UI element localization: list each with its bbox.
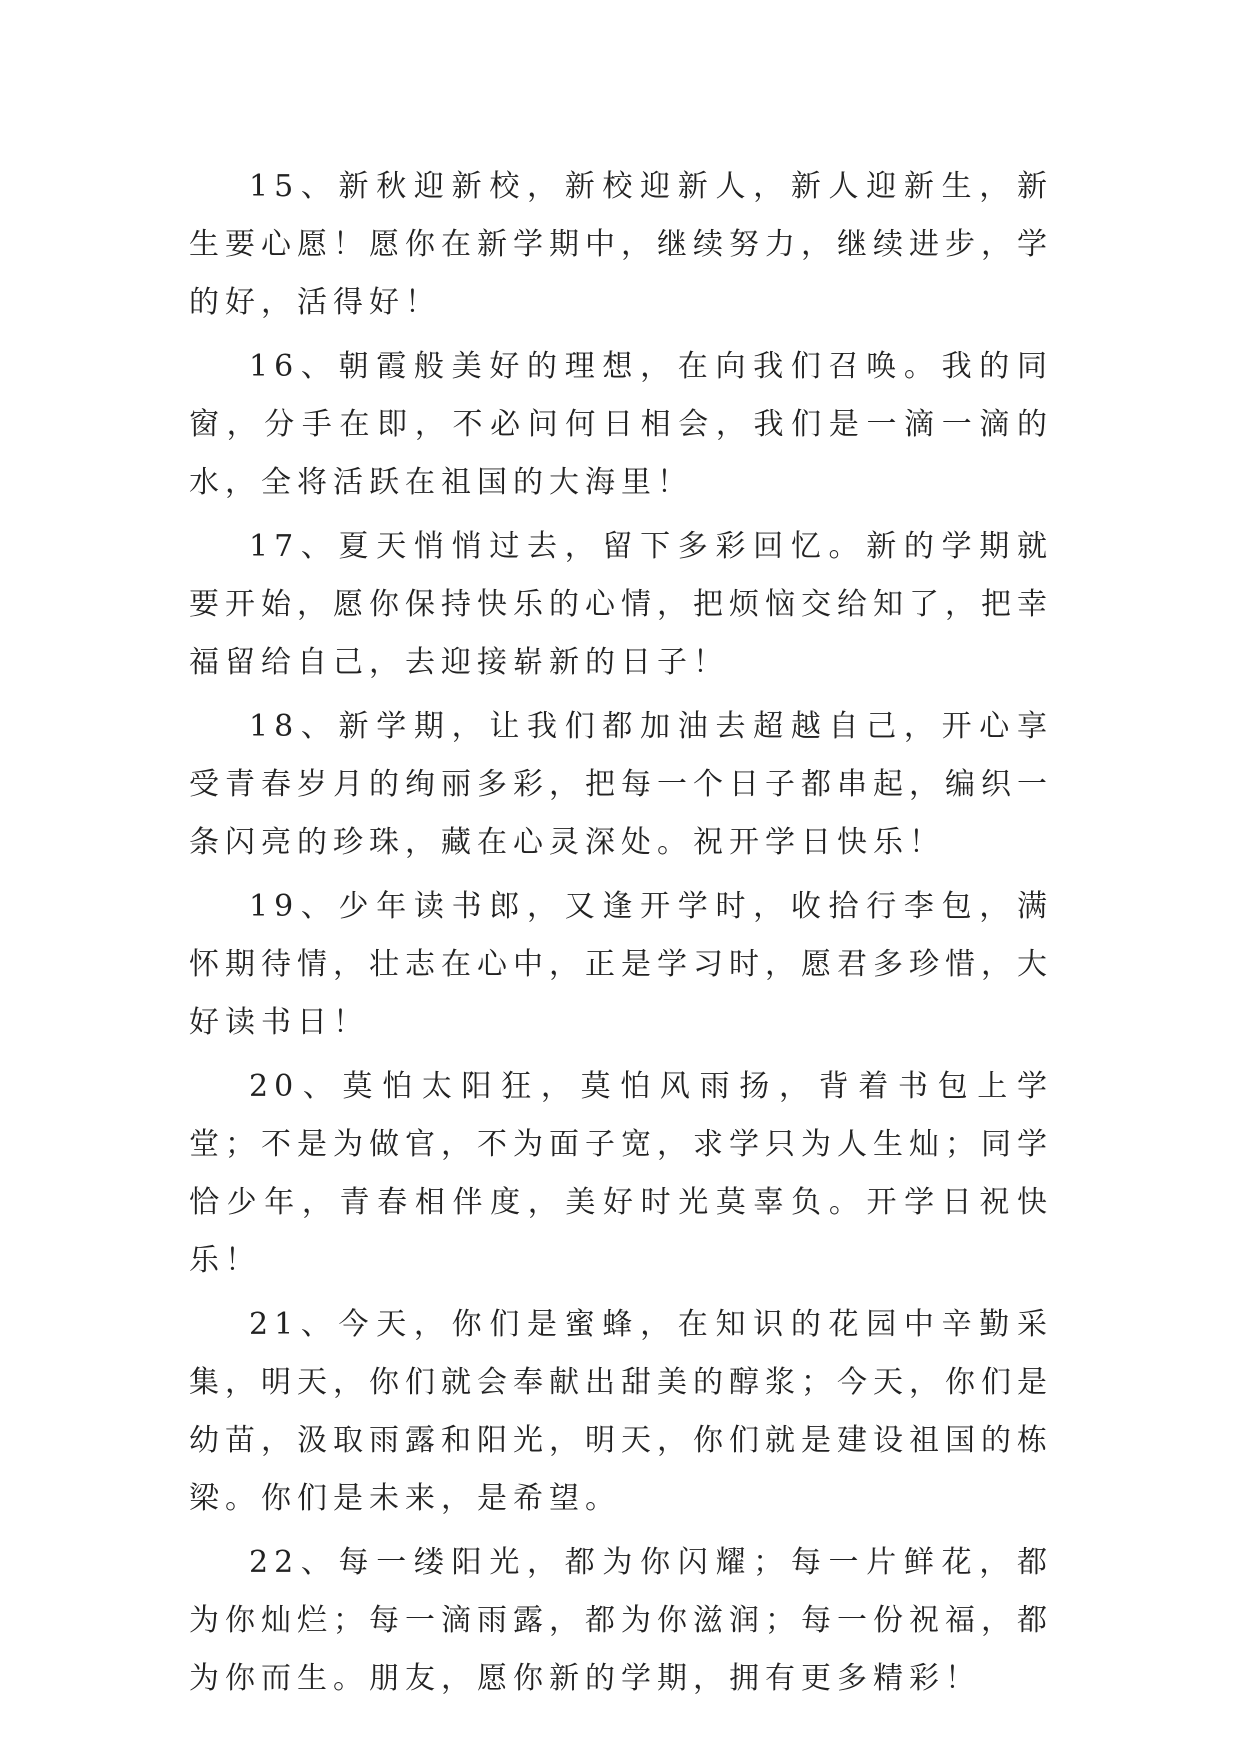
paragraph-20: 20、莫怕太阳狂，莫怕风雨扬，背着书包上学堂；不是为做官，不为面子宽，求学只为人生灿；同学恰少年，青春相伴度，美好时光莫辜负。开学日祝快乐！	[189, 1069, 1053, 1278]
paragraph-16: 16、朝霞般美好的理想，在向我们召唤。我的同窗，分手在即，不必问何日相会，我们是一滴一滴的水，全将活跃在祖国的大海里！	[189, 349, 1053, 500]
paragraph-15: 15、新秋迎新校，新校迎新人，新人迎新生，新生要心愿！愿你在新学期中，继续努力，继续进步，学的好，活得好！	[189, 169, 1053, 320]
paragraph-17: 17、夏天悄悄过去，留下多彩回忆。新的学期就要开始，愿你保持快乐的心情，把烦恼交给知了，把幸福留给自己，去迎接崭新的日子！	[189, 529, 1053, 680]
paragraph-18: 18、新学期，让我们都加油去超越自己，开心享受青春岁月的绚丽多彩，把每一个日子都串起，编织一条闪亮的珍珠，藏在心灵深处。祝开学日快乐！	[189, 709, 1053, 860]
paragraph-19: 19、少年读书郎，又逢开学时，收拾行李包，满怀期待情，壮志在心中，正是学习时，愿君多珍惜，大好读书日！	[189, 889, 1053, 1040]
paragraph-22: 22、每一缕阳光，都为你闪耀；每一片鲜花，都为你灿烂；每一滴雨露，都为你滋润；每一份祝福，都为你而生。朋友，愿你新的学期，拥有更多精彩！	[189, 1545, 1053, 1696]
document-body	[189, 158, 1053, 1714]
paragraph-21: 21、今天，你们是蜜蜂，在知识的花园中辛勤采集，明天，你们就会奉献出甜美的醇浆；今天，你们是幼苗，汲取雨露和阳光，明天，你们就是建设祖国的栋梁。你们是未来，是希望。	[189, 1307, 1053, 1516]
